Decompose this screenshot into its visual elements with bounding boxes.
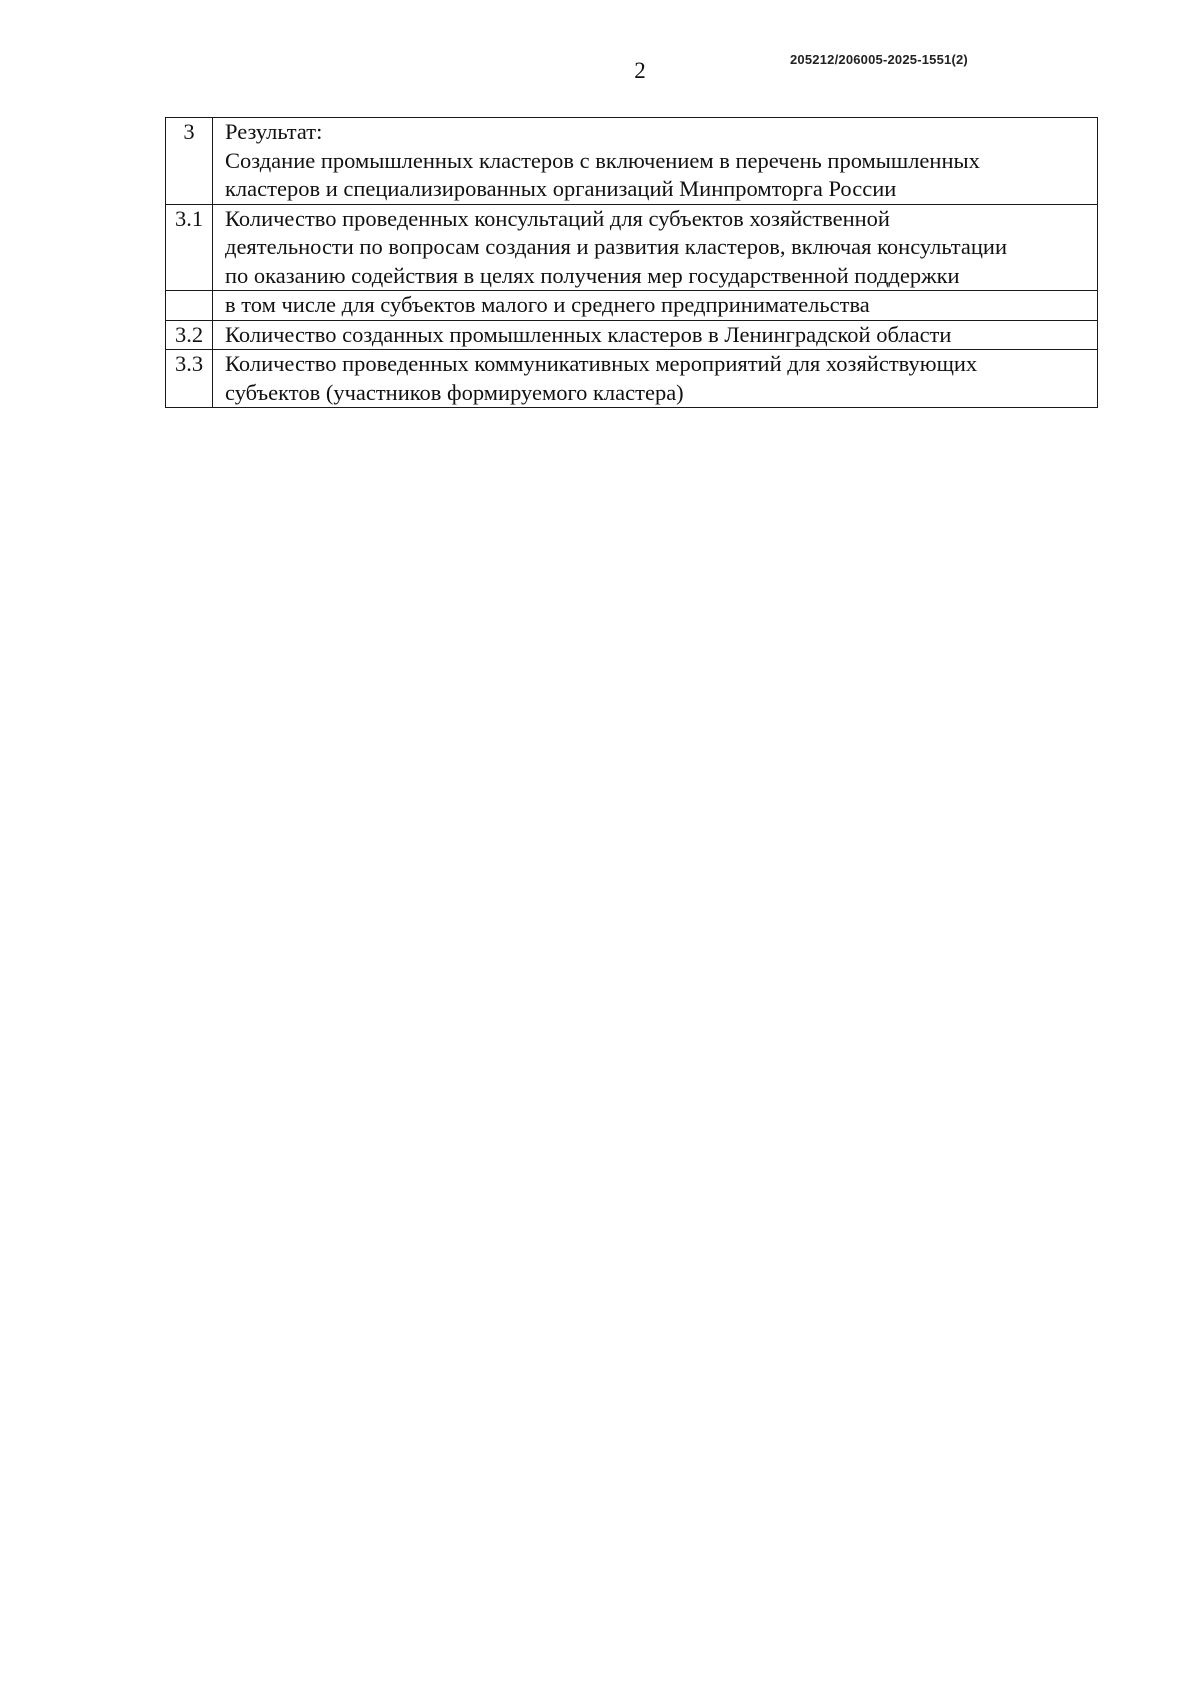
row-text [213,350,1098,408]
row-text-line: кластеров и специализированных организаций Минпромторга России [225,176,897,201]
row-text-line: Создание промышленных кластеров с включением в перечень промышленных [225,147,980,173]
row-text-line: субъектов (участников формируемого кластера) [225,379,684,405]
row-text-line: в том числе для субъектов малого и среднего предпринимательства [225,292,870,317]
results-table [165,117,1098,408]
page-number: 2 [634,58,646,83]
document-code: 205212/206005-2025-1551(2) [790,52,968,67]
table-row [166,204,1098,291]
table-row [166,291,1098,321]
row-number: 3.2 [166,320,213,350]
row-text-line: по оказанию содействия в целях получения мер государственной поддержки [225,262,960,288]
row-number: 3.1 [166,204,213,291]
table-row [166,320,1098,350]
row-text [213,320,1098,350]
row-text-line: деятельности по вопросам создания и развития кластеров, включая консультации [225,234,1008,259]
row-text [213,204,1098,291]
table-row [166,350,1098,408]
row-text-line: Результат: [225,119,323,144]
row-text-line: Количество проведенных консультаций для субъектов хозяйственной [225,205,890,231]
row-text-line: Количество проведенных коммуникативных мероприятий для хозяйствующих [225,351,978,376]
row-number: 3.3 [166,350,213,408]
row-text [213,118,1098,205]
row-text-line: Количество созданных промышленных кластеров в Ленинградской области [225,321,952,347]
row-text [213,291,1098,321]
table-row [166,118,1098,205]
row-number: 3 [166,118,213,205]
row-number [166,291,213,321]
